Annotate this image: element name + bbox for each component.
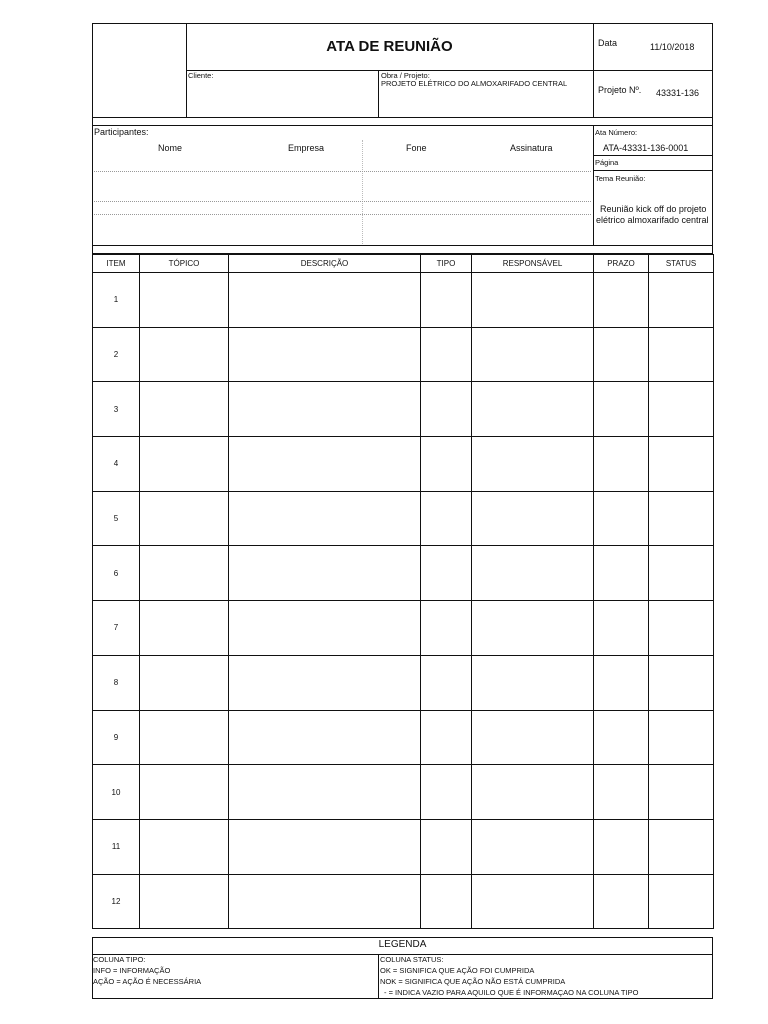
responsavel-cell[interactable] [472,601,594,656]
prazo-cell[interactable] [594,710,649,765]
topico-cell[interactable] [140,655,229,710]
status-cell[interactable] [649,327,714,382]
topico-cell[interactable] [140,491,229,546]
item-number: 3 [93,382,140,437]
status-cell[interactable] [649,710,714,765]
page-title: ATA DE REUNIÃO [326,38,453,55]
tipo-cell[interactable] [421,546,472,601]
responsavel-cell[interactable] [472,327,594,382]
ata-number-label: Ata Número: [595,128,638,137]
legend-status-item: OK = SIGNIFICA QUE AÇÃO FOI CUMPRIDA [380,966,535,975]
descricao-cell[interactable] [229,437,421,492]
descricao-cell[interactable] [229,491,421,546]
topico-cell[interactable] [140,710,229,765]
project-no-label: Projeto Nº. [598,85,642,95]
status-cell[interactable] [649,874,714,929]
header-tipo: TIPO [421,255,472,273]
tipo-cell[interactable] [421,819,472,874]
date-label: Data [598,38,618,48]
col-empresa: Empresa [288,143,325,153]
table-header-row [93,255,714,273]
descricao-cell[interactable] [229,819,421,874]
item-number: 9 [93,710,140,765]
topico-cell[interactable] [140,546,229,601]
separator-bar [92,245,713,254]
prazo-cell[interactable] [594,819,649,874]
participant-row-line [94,171,591,172]
project-label: Obra / Projeto: [381,71,430,80]
responsavel-cell[interactable] [472,546,594,601]
prazo-cell[interactable] [594,327,649,382]
col-fone: Fone [406,143,427,153]
legend-tipo-item: INFO = INFORMAÇÃO [93,966,171,975]
header-topico: TÓPICO [140,255,229,273]
tipo-cell[interactable] [421,710,472,765]
legend-title: LEGENDA [378,939,427,950]
item-number: 10 [93,765,140,820]
topico-cell[interactable] [140,273,229,328]
topico-cell[interactable] [140,765,229,820]
participant-col-divider [362,140,363,244]
tipo-cell[interactable] [421,765,472,820]
prazo-cell[interactable] [594,765,649,820]
prazo-cell[interactable] [594,655,649,710]
item-number: 2 [93,327,140,382]
header-status: STATUS [649,255,714,273]
legend-status-item: NOK = SIGNIFICA QUE AÇÃO NÃO ESTÁ CUMPRIDA [380,977,566,986]
status-cell[interactable] [649,491,714,546]
descricao-cell[interactable] [229,601,421,656]
tipo-cell[interactable] [421,491,472,546]
item-number: 12 [93,874,140,929]
responsavel-cell[interactable] [472,874,594,929]
table-row [93,327,714,382]
responsavel-cell[interactable] [472,273,594,328]
table-row [93,765,714,820]
participant-row-line [94,201,591,202]
page-label: Página [595,158,619,167]
responsavel-cell[interactable] [472,491,594,546]
tipo-cell[interactable] [421,437,472,492]
topico-cell[interactable] [140,874,229,929]
table-row [93,382,714,437]
table-row [93,601,714,656]
topico-cell[interactable] [140,601,229,656]
participants-label: Participantes: [94,127,149,137]
topico-cell[interactable] [140,819,229,874]
responsavel-cell[interactable] [472,655,594,710]
items-table [92,254,714,929]
prazo-cell[interactable] [594,491,649,546]
topico-cell[interactable] [140,327,229,382]
theme-label: Tema Reunião: [595,174,646,183]
descricao-cell[interactable] [229,655,421,710]
tipo-cell[interactable] [421,601,472,656]
status-cell[interactable] [649,273,714,328]
header-item: ITEM [93,255,140,273]
prazo-cell[interactable] [594,874,649,929]
table-row [93,546,714,601]
status-cell[interactable] [649,382,714,437]
table-row [93,819,714,874]
header-descricao: DESCRIÇÃO [229,255,421,273]
date-value: 11/10/2018 [650,42,695,52]
item-number: 6 [93,546,140,601]
client-divider [378,70,379,118]
descricao-cell[interactable] [229,327,421,382]
side-divider [593,125,594,246]
descricao-cell[interactable] [229,765,421,820]
header-responsavel: RESPONSÁVEL [472,255,594,273]
status-cell[interactable] [649,437,714,492]
responsavel-cell[interactable] [472,765,594,820]
prazo-cell[interactable] [594,382,649,437]
ata-underline [593,155,713,156]
responsavel-cell[interactable] [472,819,594,874]
item-number: 4 [93,437,140,492]
date-underline [593,70,713,71]
item-number: 1 [93,273,140,328]
table-row [93,491,714,546]
tipo-cell[interactable] [421,327,472,382]
status-cell[interactable] [649,765,714,820]
theme-line-2: elétrico almoxarifado central [596,215,709,225]
item-number: 11 [93,819,140,874]
descricao-cell[interactable] [229,546,421,601]
responsavel-cell[interactable] [472,710,594,765]
tipo-cell[interactable] [421,655,472,710]
descricao-cell[interactable] [229,382,421,437]
descricao-cell[interactable] [229,874,421,929]
header-prazo: PRAZO [594,255,649,273]
status-cell[interactable] [649,655,714,710]
table-row [93,874,714,929]
page-underline [593,170,713,171]
col-nome: Nome [158,143,183,153]
legend-tipo-item: AÇÃO = AÇÃO É NECESSÁRIA [93,977,202,986]
item-number: 8 [93,655,140,710]
table-row [93,710,714,765]
legend-divider [378,954,379,999]
item-number: 5 [93,491,140,546]
prazo-cell[interactable] [594,546,649,601]
item-number: 7 [93,601,140,656]
legend-status-title: COLUNA STATUS: [380,955,444,964]
theme-line-1: Reunião kick off do projeto [600,204,707,214]
table-row [93,437,714,492]
legend-tipo-title: COLUNA TIPO: [93,955,146,964]
prazo-cell[interactable] [594,601,649,656]
prazo-cell[interactable] [594,273,649,328]
status-cell[interactable] [649,601,714,656]
descricao-cell[interactable] [229,710,421,765]
topico-cell[interactable] [140,382,229,437]
project-no-value: 43331-136 [656,88,700,98]
table-row [93,273,714,328]
col-assinatura: Assinatura [510,143,553,153]
project-value: PROJETO ELÉTRICO DO ALMOXARIFADO CENTRAL [381,79,568,88]
responsavel-cell[interactable] [472,382,594,437]
tipo-cell[interactable] [421,273,472,328]
responsavel-cell[interactable] [472,437,594,492]
status-cell[interactable] [649,819,714,874]
participant-row-line [94,214,591,215]
ata-number-value: ATA-43331-136-0001 [603,143,689,153]
status-cell[interactable] [649,546,714,601]
table-row [93,655,714,710]
legend-status-item: - = INDICA VAZIO PARA AQUILO QUE É INFORMAÇAO NA COLUNA TIPO [384,988,639,997]
prazo-cell[interactable] [594,437,649,492]
topico-cell[interactable] [140,437,229,492]
tipo-cell[interactable] [421,382,472,437]
descricao-cell[interactable] [229,273,421,328]
client-label: Cliente: [188,71,214,80]
tipo-cell[interactable] [421,874,472,929]
